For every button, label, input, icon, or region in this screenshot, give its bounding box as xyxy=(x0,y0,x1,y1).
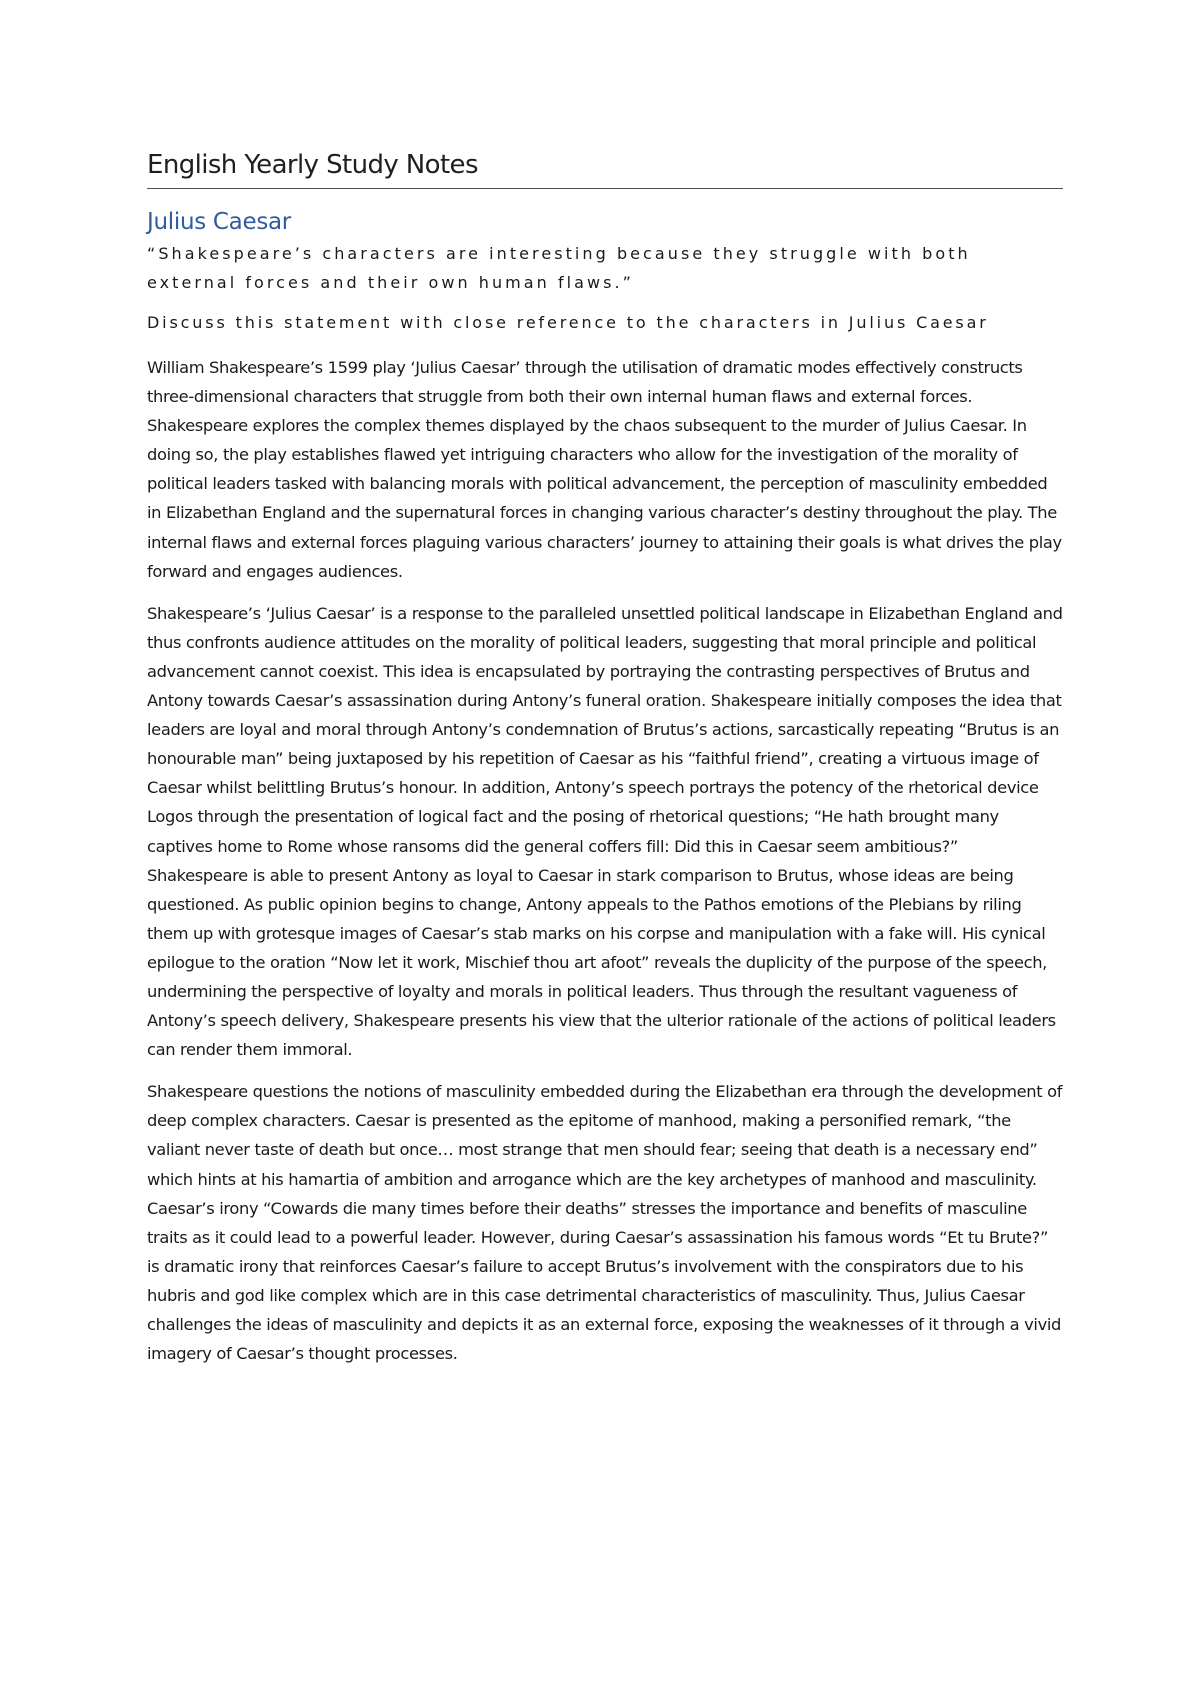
essay-prompt: Discuss this statement with close reference to the characters in Julius Caesar xyxy=(147,313,989,332)
essay-quote: “Shakespeare’s characters are interesting because they struggle with both external forces and their own human flaws.” xyxy=(147,244,971,292)
paragraph-introduction: William Shakespeare’s 1599 play ‘Julius Caesar’ through the utilisation of dramatic modes effectively constructs three-dimensional characters that struggle from both their own internal human flaws and external forces. Shakespeare explores the complex themes displayed by the chaos subsequent to the murder of Julius Caesar. In doing so, the play establishes flawed yet intriguing characters who allow for the investigation of the morality of political leaders tasked with balancing morals with political advancement, the perception of masculinity embedded in Elizabethan England and the supernatural forces in changing various character’s destiny throughout the play. The internal flaws and external forces plaguing various characters’ journey to attaining their goals is what drives the play forward and engages audiences. xyxy=(147,358,1062,581)
document-title: English Yearly Study Notes xyxy=(147,148,1063,189)
section-heading: Julius Caesar xyxy=(147,209,291,235)
paragraph-masculinity: Shakespeare questions the notions of masculinity embedded during the Elizabethan era through the development of deep complex characters. Caesar is presented as the epitome of manhood, making a personified remark, “the valiant never taste of death but once… most strange that men should fear; seeing that death is a necessary end” which hints at his hamartia of ambition and arrogance which are the key archetypes of manhood and masculinity. Caesar’s irony “Cowards die many times before their deaths” stresses the importance and benefits of masculine traits as it could lead to a powerful leader. However, during Caesar’s assassination his famous words “Et tu Brute?” is dramatic irony that reinforces Caesar’s failure to accept Brutus’s involvement with the conspirators due to his hubris and god like complex which are in this case detrimental characteristics of masculinity. Thus, Julius Caesar challenges the ideas of masculinity and depicts it as an external force, exposing the weaknesses of it through a vivid imagery of Caesar’s thought processes. xyxy=(147,1082,1063,1364)
document-content xyxy=(147,148,1063,1368)
paragraph-political-morality: Shakespeare’s ‘Julius Caesar’ is a response to the paralleled unsettled political landscape in Elizabethan England and thus confronts audience attitudes on the morality of political leaders, suggesting that moral principle and political advancement cannot coexist. This idea is encapsulated by portraying the contrasting perspectives of Brutus and Antony towards Caesar’s assassination during Antony’s funeral oration. Shakespeare initially composes the idea that leaders are loyal and moral through Antony’s condemnation of Brutus’s actions, sarcastically repeating “Brutus is an honourable man” being juxtaposed by his repetition of Caesar as his “faithful friend”, creating a virtuous image of Caesar whilst belittling Brutus’s honour. In addition, Antony’s speech portrays the potency of the rhetorical device Logos through the presentation of logical fact and the posing of rhetorical questions; “He hath brought many captives home to Rome whose ransoms did the general coffers fill: Did this in Caesar seem ambitious?” Shakespeare is able to present Antony as loyal to Caesar in stark comparison to Brutus, whose ideas are being questioned. As public opinion begins to change, Antony appeals to the Pathos emotions of the Plebians by riling them up with grotesque images of Caesar’s stab marks on his corpse and manipulation with a fake will. His cynical epilogue to the oration “Now let it work, Mischief thou art afoot” reveals the duplicity of the purpose of the speech, undermining the perspective of loyalty and morals in political leaders. Thus through the resultant vagueness of Antony’s speech delivery, Shakespeare presents his view that the ulterior rationale of the actions of political leaders can render them immoral. xyxy=(147,603,1063,1060)
